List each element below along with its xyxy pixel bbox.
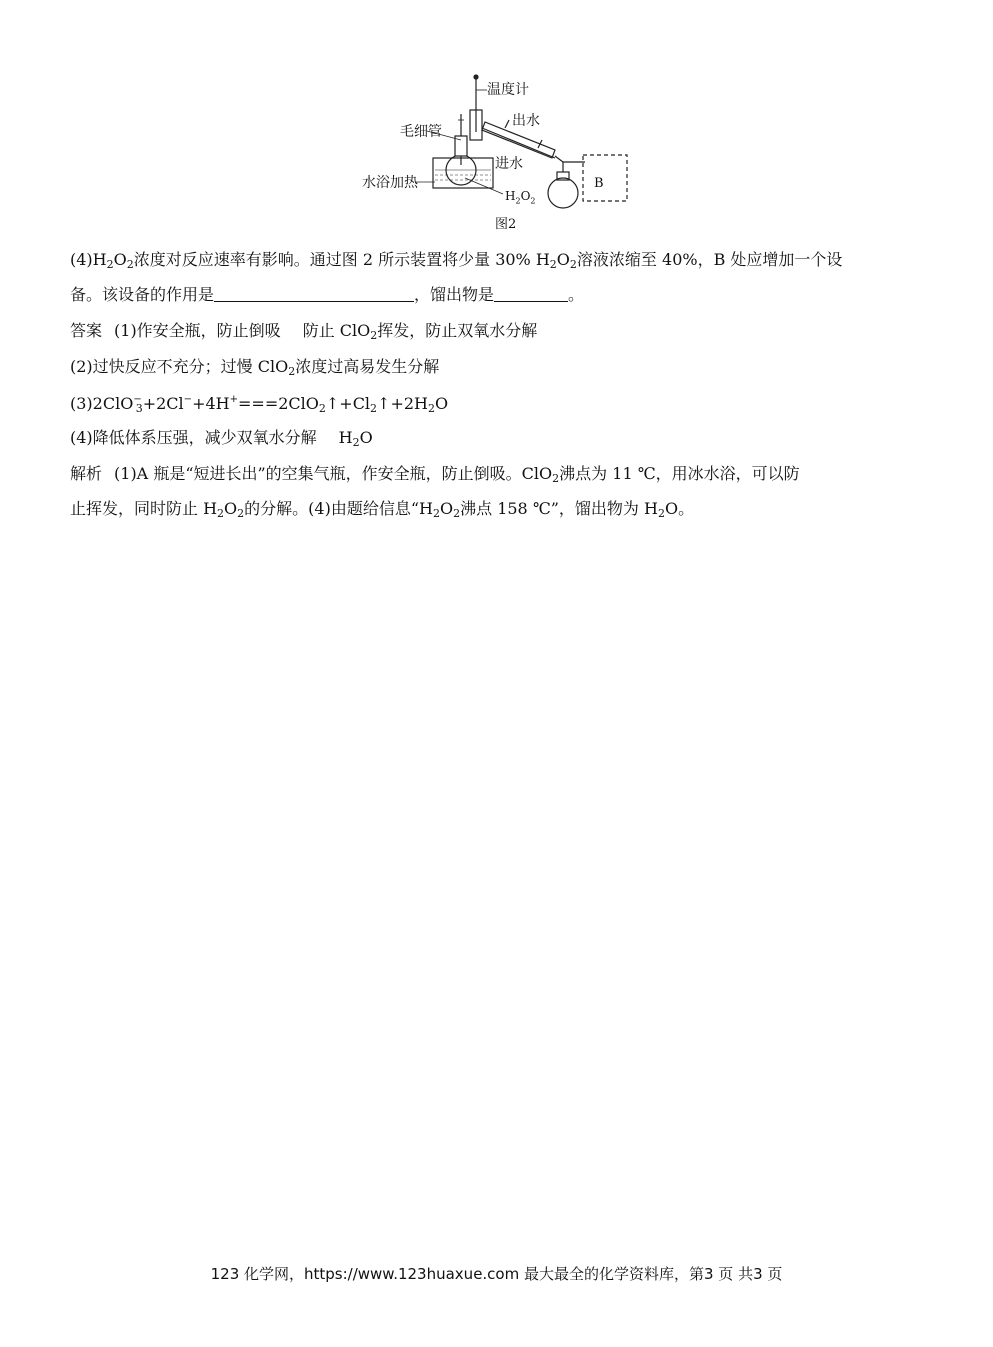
label-thermometer: 温度计 — [487, 82, 529, 98]
answer-line-1: 答案 (1)作安全瓶，防止倒吸 防止 ClO$_2$挥发，防止双氧水分解 — [70, 321, 538, 342]
analysis-line-1: 解析 (1)A 瓶是“短进长出”的空集气瓶，作安全瓶，防止倒吸。ClO$_2$沸点为 11 ℃，用冰水浴，可以防 — [70, 464, 800, 485]
figure-caption: 图2 — [495, 217, 517, 232]
condenser-inner — [482, 128, 555, 158]
label-h2o2: $H_2O_2$ — [505, 189, 536, 206]
apparatus-figure — [355, 70, 640, 240]
analysis-line-2: 止挥发，同时防止 $H_2O_2$的分解。(4)由题给信息“$H_2O_2$沸点 158 ℃”，馏出物为 $H_2O$。 — [70, 499, 695, 520]
answer-blank-2[interactable] — [494, 287, 568, 302]
answer-blank-1[interactable] — [214, 287, 414, 302]
water-bath — [433, 158, 493, 188]
question-4-line-2: 备。该设备的作用是 ，馏出物是 。 — [70, 285, 585, 304]
label-water-in: 进水 — [495, 156, 523, 172]
label-capillary: 毛细管 — [400, 124, 442, 140]
answer-line-3-equation: $(3)2ClO^-_3+2Cl^-+4H^+===2ClO_2↑+Cl_2↑+2H_2O$ — [70, 394, 449, 415]
label-water-out: 出水 — [512, 113, 540, 129]
receiving-flask — [548, 178, 578, 208]
page-footer: 123 化学网，https://www.123huaxue.com 最大最全的化学资料库，第3 页 共3 页 — [210, 1265, 783, 1283]
device-b-box — [583, 155, 627, 201]
label-water-bath: 水浴加热 — [362, 175, 418, 191]
answer-line-4: (4)降低体系压强，减少双氧水分解 $H_2O$ — [70, 428, 373, 449]
answer-line-2: (2)过快反应不充分；过慢 ClO$_2$浓度过高易发生分解 — [70, 357, 440, 378]
analysis-label: 解析 — [70, 464, 103, 483]
answer-label: 答案 — [70, 321, 103, 340]
question-4-line-1: $(4)H_2O_2$浓度对反应速率有影响。通过图 2 所示装置将少量 30% $H_2O_2$溶液浓缩至 40%，B 处应增加一个设 — [70, 250, 843, 271]
label-b: B — [594, 176, 604, 191]
